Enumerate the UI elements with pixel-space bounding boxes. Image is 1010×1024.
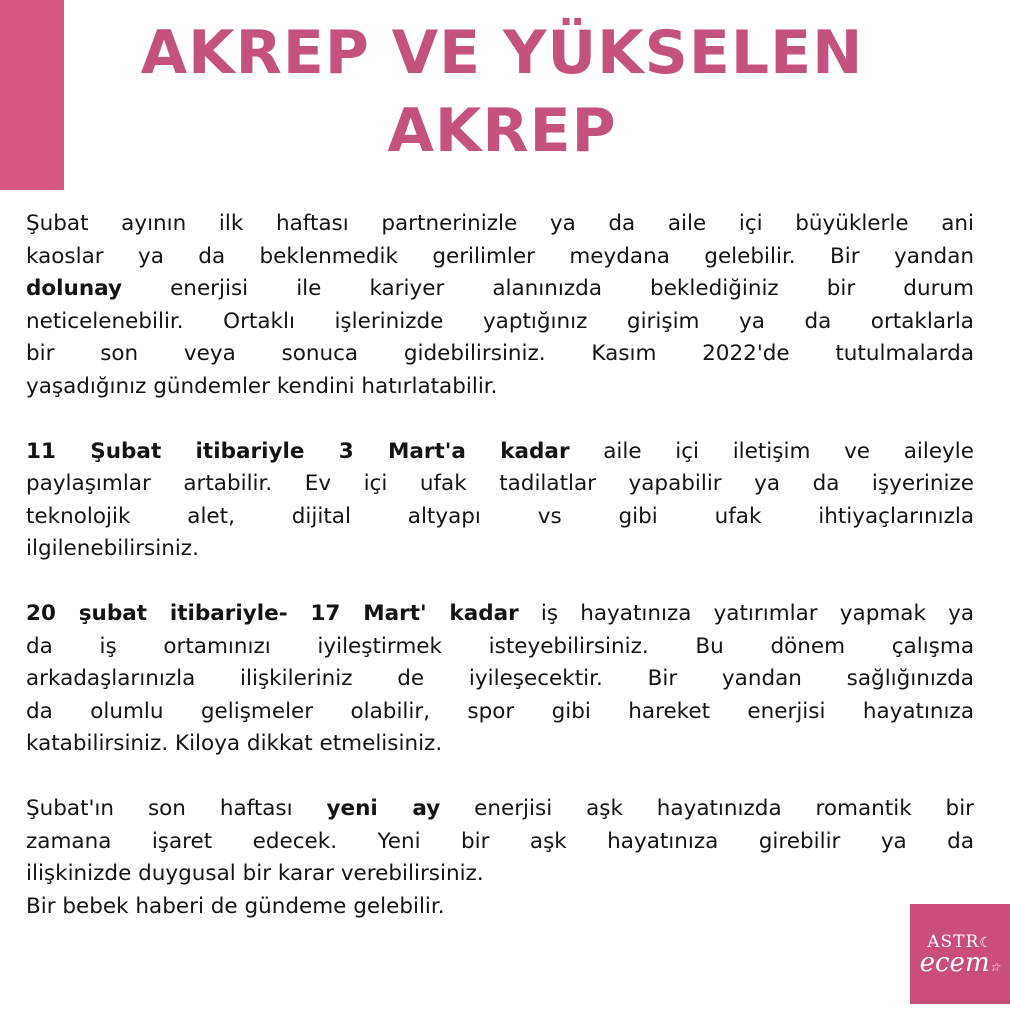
text-line: ilişkinizde duygusal bir karar verebilirsiniz. [26, 861, 484, 886]
bold-phrase: 20 şubat itibariyle- 17 Mart' kadar [26, 601, 519, 626]
paragraph-3 [26, 598, 974, 761]
title-line-1: AKREP VE YÜKSELEN [140, 18, 864, 88]
astroecem-logo [910, 904, 1010, 1004]
title-line-2: AKREP [387, 96, 617, 166]
text-line [26, 598, 974, 631]
text-span: aile içi iletişim ve aileyle [569, 438, 974, 464]
text-span: Şubat'ın son haftası [26, 796, 327, 821]
text-span: iş hayatınıza yatırımlar yapmak ya [518, 601, 974, 626]
text-line: bir son veya sonuca gidebilirsiniz. Kasım 2022'de tutulmalarda [26, 341, 974, 366]
text-span: enerjisi aşk hayatınızda romantik bir [440, 796, 975, 821]
text-line [26, 436, 974, 469]
text-line: da olumlu gelişmeler olabilir, spor gibi hareket enerjisi hayatınıza [26, 698, 974, 724]
text-span: enerjisi ile kariyer alanınızda beklediğiniz bir durum [122, 276, 974, 301]
bold-phrase: dolunay [26, 276, 123, 301]
text-line: zamana işaret edecek. Yeni bir aşk hayatınıza girebilir ya da [26, 828, 974, 854]
text-line: da iş ortamınızı iyileştirmek isteyebilirsiniz. Bu dönem çalışma [26, 633, 974, 659]
text-line: arkadaşlarınızla ilişkileriniz de iyileşecektir. Bir yandan sağlığınızda [26, 666, 974, 691]
text-line: yaşadığınız gündemler kendini hatırlatabilir. [26, 373, 498, 399]
moon-icon: ☾ [979, 935, 993, 951]
text-line: Bir bebek haberi de gündeme gelebilir. [26, 893, 445, 919]
accent-bar [0, 0, 64, 190]
logo-line-2 [910, 948, 1010, 978]
paragraph-2 [26, 436, 974, 566]
horoscope-text [26, 208, 974, 956]
paragraph-4 [26, 793, 974, 923]
page-title [64, 14, 940, 170]
text-line: neticelenebilir. Ortaklı işlerinizde yaptığınız girişim ya da ortaklarla [26, 308, 974, 334]
logo-text: ASTR [927, 932, 980, 952]
text-line [26, 273, 974, 306]
paragraph-1 [26, 208, 974, 403]
text-line: teknolojik alet, dijital altyapı vs gibi ufak ihtiyaçlarınızla [26, 503, 974, 529]
logo-text: ecem [919, 948, 990, 978]
text-line: kaoslar ya da beklenmedik gerilimler meydana gelebilir. Bir yandan [26, 243, 974, 269]
text-line: Şubat ayının ilk haftası partnerinizle ya da aile içi büyüklerle ani [26, 211, 974, 236]
text-line [26, 793, 974, 826]
text-line: ilgilenebilirsiniz. [26, 536, 199, 561]
bold-phrase: yeni ay [326, 796, 441, 821]
bold-phrase: 11 Şubat itibariyle 3 Mart'a kadar [26, 438, 570, 464]
star-icon: ☆ [989, 960, 1001, 974]
text-line: katabilirsiniz. Kiloya dikkat etmelisiniz. [26, 731, 443, 756]
text-line: paylaşımlar artabilir. Ev içi ufak tadilatlar yapabilir ya da işyerinize [26, 471, 974, 496]
